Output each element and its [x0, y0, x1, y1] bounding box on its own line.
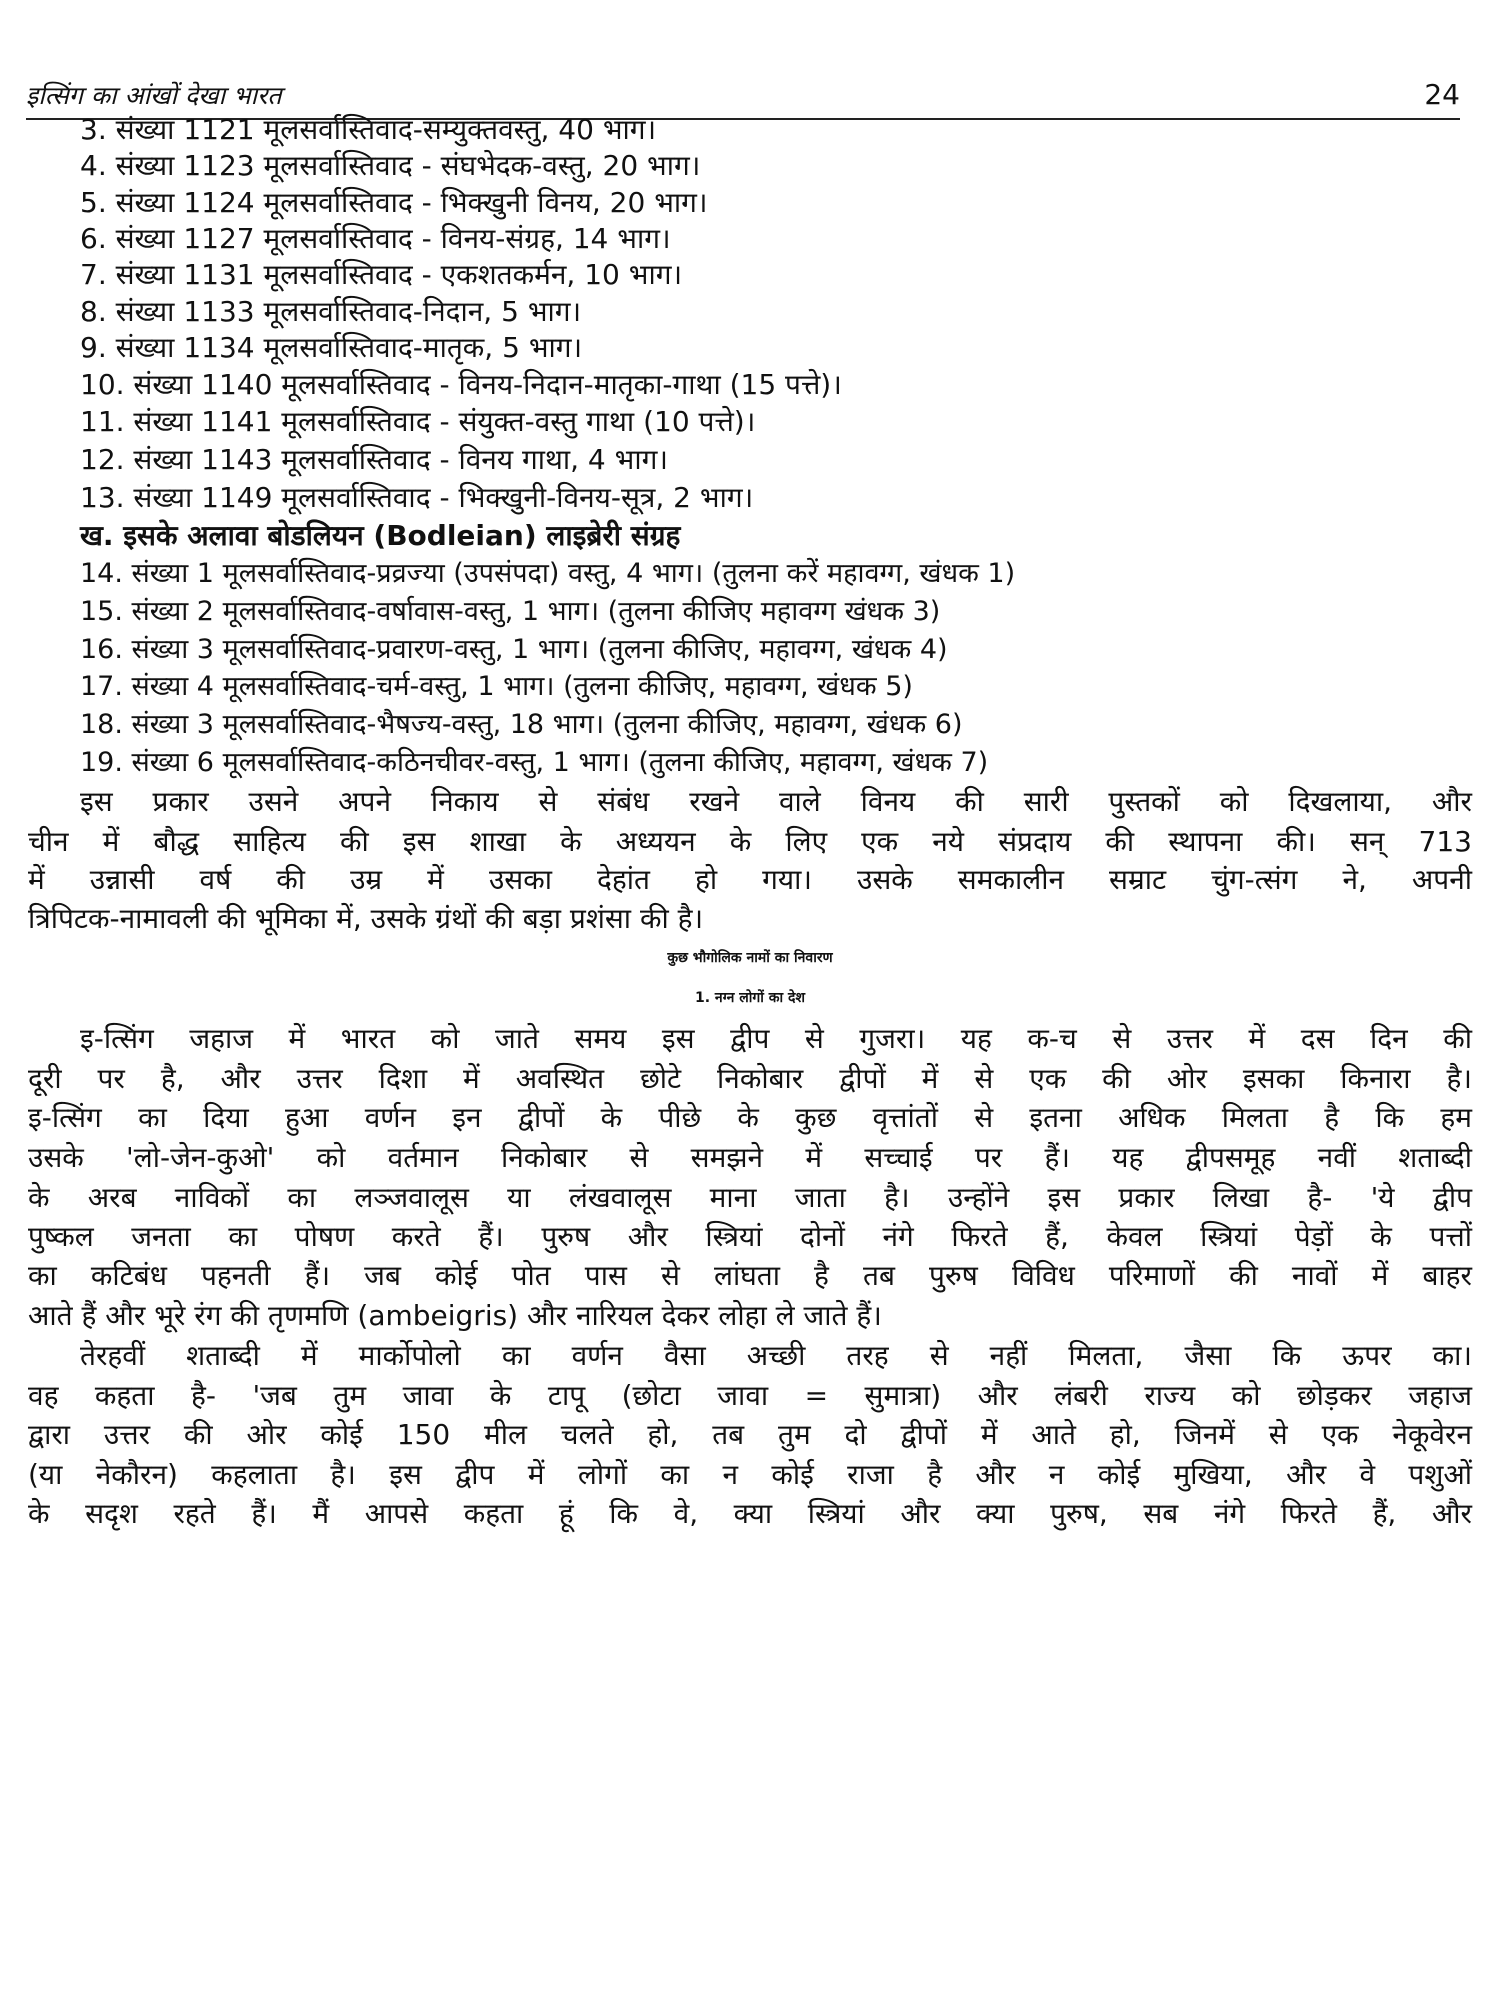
- list-item: 12. संख्या 1143 मूलसर्वास्तिवाद - विनय गाथा, 4 भाग।: [80, 443, 668, 476]
- paragraph-line: दूरी पर है, और उत्तर दिशा में अवस्थित छोटे निकोबार द्वीपों में से एक की ओर इसका किनारा है।: [28, 1062, 1472, 1095]
- list-item: 5. संख्या 1124 मूलसर्वास्तिवाद - भिक्खुनी विनय, 20 भाग।: [80, 186, 708, 219]
- list-item: 14. संख्या 1 मूलसर्वास्तिवाद-प्रव्रज्या (उपसंपदा) वस्तु, 4 भाग। (तुलना करें महावग्ग, खंधक 1): [80, 558, 1016, 589]
- list-item: 11. संख्या 1141 मूलसर्वास्तिवाद - संयुक्त-वस्तु गाथा (10 पत्ते)।: [80, 405, 756, 438]
- list-item: 7. संख्या 1131 मूलसर्वास्तिवाद - एकशतकर्मन, 10 भाग।: [80, 258, 683, 291]
- section-heading: कुछ भौगोलिक नामों का निवारण: [667, 950, 833, 966]
- paragraph-line: द्वारा उत्तर की ओर कोई 150 मील चलते हो, तब तुम दो द्वीपों में आते हो, जिनमें से एक नेकूवेरन: [28, 1418, 1472, 1451]
- paragraph-line: पुष्कल जनता का पोषण करते हैं। पुरुष और स्त्रियां दोनों नंगे फिरते हैं, केवल स्त्रियां पेड़ों के पत्तों: [28, 1220, 1472, 1253]
- paragraph-line: (या नेकौरन) कहलाता है। इस द्वीप में लोगों का न कोई राजा है और न कोई मुखिया, और वे पशुओं: [28, 1458, 1472, 1491]
- paragraph-line: के अरब नाविकों का लञ्जवालूस या लंखवालूस माना जाता है। उन्होंने इस प्रकार लिखा है- 'ये द्वीप: [28, 1181, 1472, 1214]
- paragraph-line: वह कहता है- 'जब तुम जावा के टापू (छोटा जावा = सुमात्रा) और लंबरी राज्य को छोड़कर जहाज: [28, 1379, 1472, 1412]
- list-item: 16. संख्या 3 मूलसर्वास्तिवाद-प्रवारण-वस्तु, 1 भाग। (तुलना कीजिए, महावग्ग, खंधक 4): [80, 634, 948, 665]
- list-item: 18. संख्या 3 मूलसर्वास्तिवाद-भैषज्य-वस्तु, 18 भाग। (तुलना कीजिए, महावग्ग, खंधक 6): [80, 709, 963, 740]
- paragraph-line: इ-त्सिंग जहाज में भारत को जाते समय इस द्वीप से गुजरा। यह क-च से उत्तर में दस दिन की: [80, 1022, 1472, 1055]
- list-item: 6. संख्या 1127 मूलसर्वास्तिवाद - विनय-संग्रह, 14 भाग।: [80, 222, 671, 255]
- section-b-heading: ख. इसके अलावा बोडलियन (Bodleian) लाइब्रेरी संग्रह: [80, 519, 681, 552]
- paragraph-line: उसके 'लो-जेन-कुओ' को वर्तमान निकोबार से समझने में सच्चाई पर हैं। यह द्वीपसमूह नवीं शताब्दी: [28, 1141, 1472, 1174]
- paragraph-line: का कटिबंध पहनती हैं। जब कोई पोत पास से लांघता है तब पुरुष विविध परिमाणों की नावों में बाहर: [28, 1259, 1472, 1292]
- paragraph-line: में उन्नासी वर्ष की उम्र में उसका देहांत हो गया। उसके समकालीन सम्राट चुंग-त्संग ने, अपनी: [28, 863, 1472, 896]
- paragraph-line: चीन में बौद्ध साहित्य की इस शाखा के अध्ययन के लिए एक नये संप्रदाय की स्थापना की। सन् 713: [28, 825, 1472, 858]
- list-item: 9. संख्या 1134 मूलसर्वास्तिवाद-मातृक, 5 भाग।: [80, 331, 583, 364]
- paragraph-line: इ-त्सिंग का दिया हुआ वर्णन इन द्वीपों के पीछे के कुछ वृत्तांतों से इतना अधिक मिलता है कि हम: [28, 1101, 1472, 1134]
- list-item: 3. संख्या 1121 मूलसर्वास्तिवाद-सम्युक्तवस्तु, 40 भाग।: [80, 113, 657, 146]
- list-item: 19. संख्या 6 मूलसर्वास्तिवाद-कठिनचीवर-वस्तु, 1 भाग। (तुलना कीजिए, महावग्ग, खंधक 7): [80, 747, 989, 778]
- paragraph-line: तेरहवीं शताब्दी में मार्कोपोलो का वर्णन वैसा अच्छी तरह से नहीं मिलता, जैसा कि ऊपर का।: [80, 1339, 1472, 1372]
- subsection-heading: 1. नग्न लोगों का देश: [695, 990, 805, 1006]
- list-item: 8. संख्या 1133 मूलसर्वास्तिवाद-निदान, 5 भाग।: [80, 295, 582, 328]
- paragraph-line: इस प्रकार उसने अपने निकाय से संबंध रखने वाले विनय की सारी पुस्तकों को दिखलाया, और: [80, 785, 1472, 818]
- list-item: 17. संख्या 4 मूलसर्वास्तिवाद-चर्म-वस्तु, 1 भाग। (तुलना कीजिए, महावग्ग, खंधक 5): [80, 671, 913, 702]
- list-item: 15. संख्या 2 मूलसर्वास्तिवाद-वर्षावास-वस्तु, 1 भाग। (तुलना कीजिए महावग्ग खंधक 3): [80, 596, 941, 627]
- running-title: इत्सिंग का आंखों देखा भारत: [26, 81, 282, 110]
- paragraph-line: के सदृश रहते हैं। मैं आपसे कहता हूं कि वे, क्या स्त्रियां और क्या पुरुष, सब नंगे फिरते हैं, और: [28, 1497, 1472, 1530]
- list-item: 10. संख्या 1140 मूलसर्वास्तिवाद - विनय-निदान-मातृका-गाथा (15 पत्ते)।: [80, 368, 842, 401]
- list-item: 13. संख्या 1149 मूलसर्वास्तिवाद - भिक्खुनी-विनय-सूत्र, 2 भाग।: [80, 481, 754, 514]
- paragraph-line: आते हैं और भूरे रंग की तृणमणि (ambeigris) और नारियल देकर लोहा ले जाते हैं।: [28, 1299, 882, 1332]
- paragraph-line: त्रिपिटक-नामावली की भूमिका में, उसके ग्रंथों की बड़ा प्रशंसा की है।: [28, 902, 704, 935]
- page-number: 24: [1424, 78, 1460, 111]
- list-item: 4. संख्या 1123 मूलसर्वास्तिवाद - संघभेदक-वस्तु, 20 भाग।: [80, 149, 701, 182]
